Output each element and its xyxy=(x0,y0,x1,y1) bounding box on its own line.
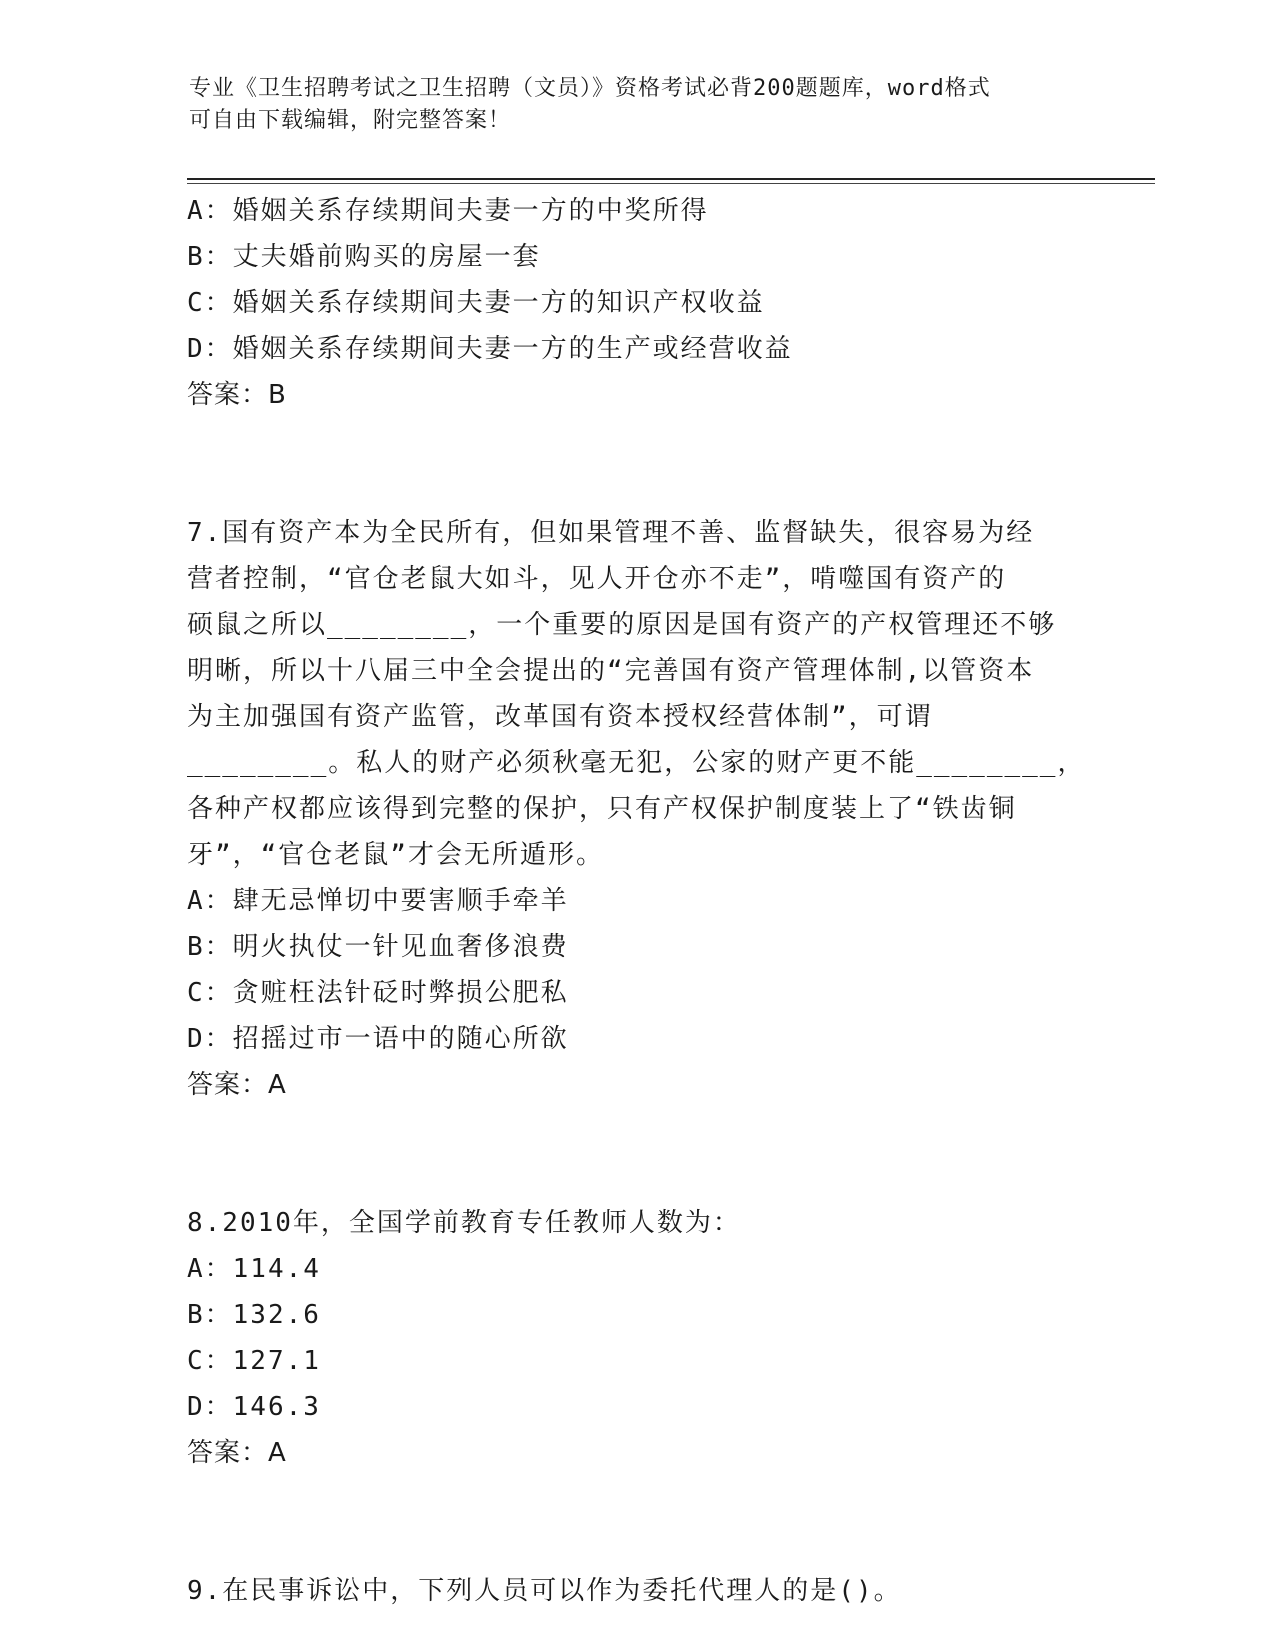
option-b: B：132.6 xyxy=(187,1300,321,1330)
option-a: A：肆无忌惮切中要害顺手牵羊 xyxy=(187,886,569,916)
question-text-line: 硕鼠之所以________，一个重要的原因是国有资产的产权管理还不够 xyxy=(187,610,1057,640)
document-header xyxy=(189,73,1089,137)
header-rule-thick xyxy=(187,178,1155,180)
question-text-line: 8.2010年，全国学前教育专任教师人数为： xyxy=(187,1208,741,1238)
option-d: D：婚姻关系存续期间夫妻一方的生产或经营收益 xyxy=(187,334,793,364)
spacer xyxy=(187,1154,1087,1200)
question-text-line: 明晰，所以十八届三中全会提出的“完善国有资产管理体制,以管资本 xyxy=(187,656,1035,686)
answer: 答案：A xyxy=(187,1070,287,1100)
answer: 答案：B xyxy=(187,380,287,410)
question-text-line: ________。私人的财产必须秋毫无犯，公家的财产更不能________， xyxy=(187,748,1086,778)
option-d: D：招摇过市一语中的随心所欲 xyxy=(187,1024,569,1054)
answer: 答案：A xyxy=(187,1438,287,1468)
spacer xyxy=(187,1522,1087,1568)
document-body xyxy=(187,188,1087,1614)
question-text-line: 为主加强国有资产监管，改革国有资本授权经营体制”，可谓 xyxy=(187,702,933,732)
question-text-line: 营者控制，“官仓老鼠大如斗，见人开仓亦不走”，啃噬国有资产的 xyxy=(187,564,1007,594)
question-9 xyxy=(187,1568,1087,1614)
option-a: A：婚姻关系存续期间夫妻一方的中奖所得 xyxy=(187,196,709,226)
option-c: C：127.1 xyxy=(187,1346,321,1376)
option-d: D：146.3 xyxy=(187,1392,321,1422)
spacer xyxy=(187,1108,1087,1154)
header-line-2: 可自由下载编辑，附完整答案！ xyxy=(189,108,512,133)
question-text-line: 各种产权都应该得到完整的保护，只有产权保护制度装上了“铁齿铜 xyxy=(187,794,1017,824)
spacer xyxy=(187,1476,1087,1522)
spacer xyxy=(187,418,1087,464)
option-c: C：婚姻关系存续期间夫妻一方的知识产权收益 xyxy=(187,288,765,318)
question-text-line: 牙”，“官仓老鼠”才会无所遁形。 xyxy=(187,840,604,870)
header-rule-thin xyxy=(187,183,1155,184)
question-6 xyxy=(187,188,1087,418)
question-text-line: 7.国有资产本为全民所有，但如果管理不善、监督缺失，很容易为经 xyxy=(187,518,1035,548)
spacer xyxy=(187,464,1087,510)
header-line-1: 专业《卫生招聘考试之卫生招聘（文员）》资格考试必背200题题库，word格式 xyxy=(189,76,991,101)
question-text-line: 9.在民事诉讼中，下列人员可以作为委托代理人的是()。 xyxy=(187,1576,902,1606)
option-b: B：丈夫婚前购买的房屋一套 xyxy=(187,242,541,272)
option-b: B：明火执仗一针见血奢侈浪费 xyxy=(187,932,569,962)
option-c: C：贪赃枉法针砭时弊损公肥私 xyxy=(187,978,569,1008)
question-8 xyxy=(187,1200,1087,1476)
question-7 xyxy=(187,510,1087,1108)
option-a: A：114.4 xyxy=(187,1254,321,1284)
